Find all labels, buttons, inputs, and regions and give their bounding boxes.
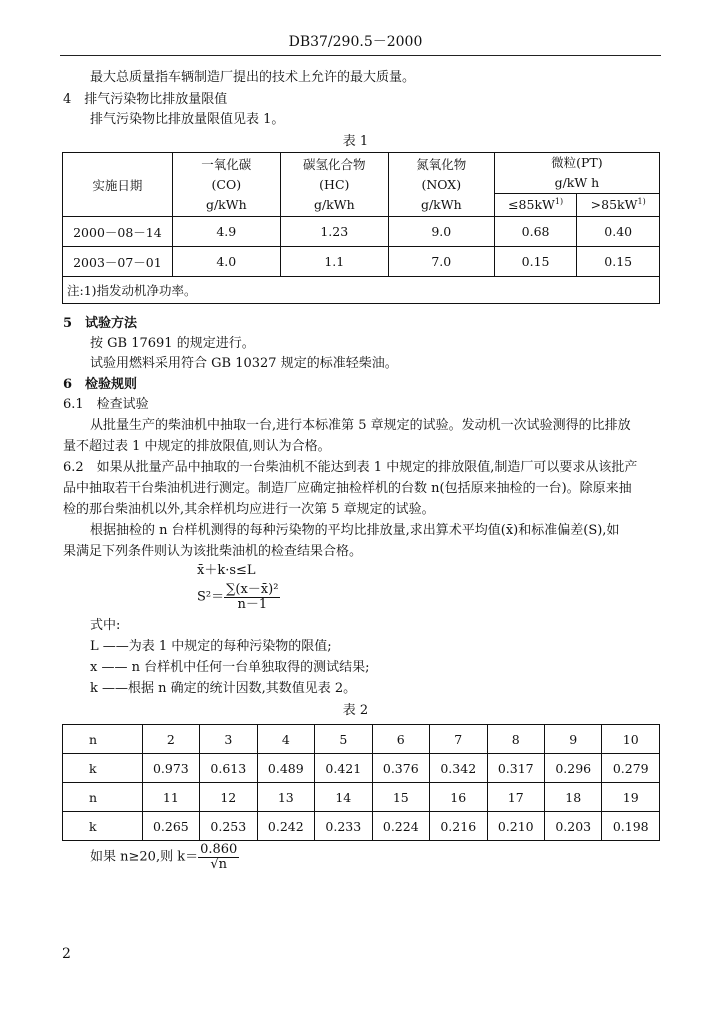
table-cell: 0.242 <box>257 812 314 841</box>
table-row <box>63 725 660 754</box>
table-cell: 0.613 <box>200 754 257 783</box>
cell-co: 4.9 <box>172 217 280 247</box>
table-cell: 11 <box>142 783 199 812</box>
cell-co: 4.0 <box>172 247 280 277</box>
table-cell: 7 <box>430 725 487 754</box>
header-co: 一氧化碳 (CO) g/kWh <box>172 153 280 217</box>
table-row <box>63 217 660 247</box>
table-cell: 10 <box>602 725 660 754</box>
table-cell: 0.253 <box>200 812 257 841</box>
header-hc: 碳氢化合物 (HC) g/kWh <box>280 153 388 217</box>
table-cell: 2 <box>142 725 199 754</box>
k-factor-table <box>62 724 660 841</box>
section-5-line2: 试验用燃料采用符合 GB 10327 规定的标准轻柴油。 <box>90 356 398 371</box>
section-6-2-text5: 果满足下列条件则认为该批柴油机的检查结果合格。 <box>63 544 363 559</box>
section-6-1-text2: 量不超过表 1 中规定的排放限值,则认为合格。 <box>63 439 331 454</box>
table-cell: 0.973 <box>142 754 199 783</box>
section-6-2-text2: 品中抽取若干台柴油机进行测定。制造厂应确定抽检样机的台数 n(包括原来抽检的一台)。除原来抽 <box>63 481 632 496</box>
table-note: 注:1)指发动机净功率。 <box>63 277 660 304</box>
large-n-formula: 如果 n≥20,则 k＝ $\frac{0.860}{√n}$ <box>90 842 238 872</box>
table-cell: 0.233 <box>315 812 372 841</box>
table-cell: 16 <box>430 783 487 812</box>
table-cell: 0.376 <box>372 754 429 783</box>
table-note-row <box>63 277 660 304</box>
table-cell: 17 <box>487 783 544 812</box>
table-cell: 0.198 <box>602 812 660 841</box>
row-label: n <box>63 783 143 812</box>
table-cell: 0.342 <box>430 754 487 783</box>
section-6-2-text3: 检的那台柴油机以外,其余样机均应进行一次第 5 章规定的试验。 <box>63 502 435 517</box>
table-cell: 3 <box>200 725 257 754</box>
section-6-2-text4: 根据抽检的 n 台样机测得的每种污染物的平均比排放量,求出算术平均值(x̄)和标准偏差(S),如 <box>90 523 620 538</box>
table-row <box>63 754 660 783</box>
page-number: 2 <box>62 946 71 962</box>
definition-L: L ——为表 1 中规定的每种污染物的限值; <box>90 639 332 654</box>
table-cell: 6 <box>372 725 429 754</box>
where-label: 式中: <box>90 618 121 633</box>
section-6-2-text1: 6.2 如果从批量产品中抽取的一台柴油机不能达到表 1 中规定的排放限值,制造厂可以要求从该批产 <box>63 460 638 475</box>
table-cell: 13 <box>257 783 314 812</box>
header-pt-low: $\le 85kW^{1)}$ <box>494 194 577 217</box>
section-4-heading: 4 排气污染物比排放量限值 <box>63 92 228 107</box>
table-cell: 0.224 <box>372 812 429 841</box>
section-5-line1: 按 GB 17691 的规定进行。 <box>90 336 255 351</box>
table-cell: 0.203 <box>544 812 601 841</box>
table-cell: 8 <box>487 725 544 754</box>
table-cell: 0.489 <box>257 754 314 783</box>
cell-pt-high: 0.40 <box>577 217 660 247</box>
document-header: DB37/290.5－2000 <box>288 34 423 50</box>
table-cell: 12 <box>200 783 257 812</box>
row-label: n <box>63 725 143 754</box>
definition-x: x —— n 台样机中任何一台单独取得的测试结果; <box>90 660 370 675</box>
table-cell: 19 <box>602 783 660 812</box>
cell-pt-high: 0.15 <box>577 247 660 277</box>
formula-condition: x̄＋k·s≤L <box>197 563 256 578</box>
row-label: k <box>63 812 143 841</box>
header-pt: 微粒(PT) g/kW h <box>494 153 659 194</box>
section-6-1-text1: 从批量生产的柴油机中抽取一台,进行本标准第 5 章规定的试验。发动机一次试验测得的比排放 <box>90 418 631 433</box>
table-cell: 0.210 <box>487 812 544 841</box>
table-cell: 14 <box>315 783 372 812</box>
cell-date: 2000－08－14 <box>63 217 173 247</box>
header-nox: 氮氧化物 (NOX) g/kWh <box>388 153 494 217</box>
table-cell: 5 <box>315 725 372 754</box>
table-row <box>63 783 660 812</box>
para-max-mass: 最大总质量指车辆制造厂提出的技术上允许的最大质量。 <box>90 70 416 85</box>
cell-nox: 7.0 <box>388 247 494 277</box>
cell-pt-low: 0.15 <box>494 247 577 277</box>
section-6-heading: 6 检验规则 <box>63 377 138 392</box>
cell-date: 2003－07－01 <box>63 247 173 277</box>
formula-std-dev: S²＝ $\frac{\text{∑(x－x̄)²}}{n-1}$ <box>197 582 279 612</box>
cell-pt-low: 0.68 <box>494 217 577 247</box>
table-cell: 0.296 <box>544 754 601 783</box>
section-4-text: 排气污染物比排放量限值见表 1。 <box>90 112 285 127</box>
table-cell: 9 <box>544 725 601 754</box>
table-cell: 0.265 <box>142 812 199 841</box>
section-6-1-heading: 6.1 检查试验 <box>63 397 149 412</box>
header-pt-high: $>85kW^{1)}$ <box>577 194 660 217</box>
definition-k: k ——根据 n 确定的统计因数,其数值见表 2。 <box>90 681 357 696</box>
table-cell: 4 <box>257 725 314 754</box>
table-cell: 0.279 <box>602 754 660 783</box>
table-cell: 0.317 <box>487 754 544 783</box>
row-label: k <box>63 754 143 783</box>
table-row <box>63 247 660 277</box>
table2-title: 表 2 <box>342 703 369 718</box>
header-rule <box>60 55 661 56</box>
table-cell: 0.421 <box>315 754 372 783</box>
emission-limits-table <box>62 152 660 304</box>
cell-hc: 1.23 <box>280 217 388 247</box>
cell-hc: 1.1 <box>280 247 388 277</box>
table-cell: 0.216 <box>430 812 487 841</box>
section-5-heading: 5 试验方法 <box>63 316 138 331</box>
table-cell: 15 <box>372 783 429 812</box>
table1-title: 表 1 <box>342 134 369 149</box>
cell-nox: 9.0 <box>388 217 494 247</box>
table-row <box>63 812 660 841</box>
table-cell: 18 <box>544 783 601 812</box>
header-date: 实施日期 <box>63 153 173 217</box>
